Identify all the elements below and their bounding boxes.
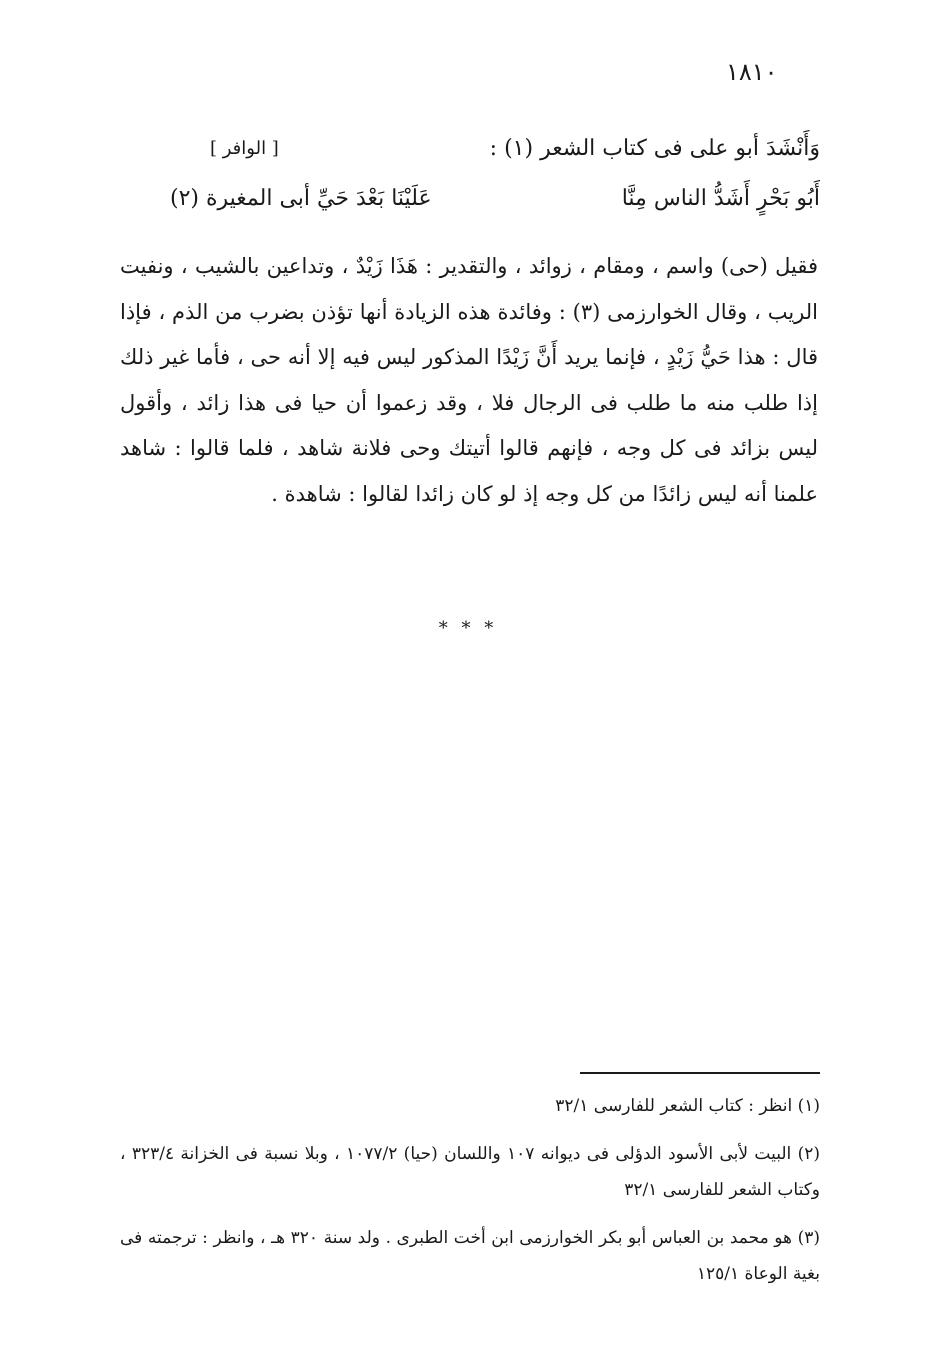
body-paragraph: فقيل (حى) واسم ، ومقام ، زوائد ، والتقدير : هَذَا زَيْدٌ ، وتداعين بالشيب ، ونفيت الريب ، وقال الخوارزمى (٣) : وفائدة هذه الزيادة أنها تؤذن بضرب من الذم ، فإذا قال : هذا حَيُّ زَيْدٍ ، فإنما يريد أَنَّ زَيْدًا المذكور ليس فيه إلا أنه حى ، فأما غير ذلك إذا طلب منه ما طلب فى الرجال فلا ، وقد زعموا أن حيا فى هذا زائد ، وأقول ليس بزائد فى كل وجه ، فإنهم قالوا أتيتك وحى فلانة شاهد ، فلما قالوا : شاهد علمنا أنه ليس زائدًا من كل وجه إذ لو كان زائدا لقالوا : شاهدة . [120, 254, 818, 506]
section-separator: * * * [438, 618, 498, 639]
second-hemistich: عَلَيْنَا بَعْدَ حَيِّ أبى المغيرة (٢) [170, 186, 432, 211]
poetry-verse [120, 186, 820, 230]
footnote-divider [580, 1072, 820, 1074]
first-hemistich: أَبُو بَحْرٍ أَشَدُّ الناس مِنَّا [621, 186, 820, 211]
verse-introduction [120, 136, 820, 176]
poetic-meter-label: [ الوافر ] [210, 138, 279, 159]
footnote-1: (١) انظر : كتاب الشعر للفارسى ٣٢/١ [555, 1096, 820, 1116]
footnote-3: (٣) هو محمد بن العباس أبو بكر الخوارزمى ابن أخت الطبرى . ولد سنة ٣٢٠ هـ ، وانظر : ترجمته فى بغية الوعاة ١٢٥/١ [120, 1228, 820, 1284]
page-number: ١٨١٠ [726, 58, 778, 86]
introduction-text: وَأَنْشَدَ أبو على فى كتاب الشعر (١) : [489, 136, 820, 161]
footnotes [120, 1088, 820, 1304]
footnote-2: (٢) البيت لأبى الأسود الدؤلى فى ديوانه ١٠٧ واللسان (حيا) ١٠٧٧/٢ ، وبلا نسبة فى الخزانة ٣٢٣/٤ ، وكتاب الشعر للفارسى ٣٢/١ [120, 1144, 820, 1200]
